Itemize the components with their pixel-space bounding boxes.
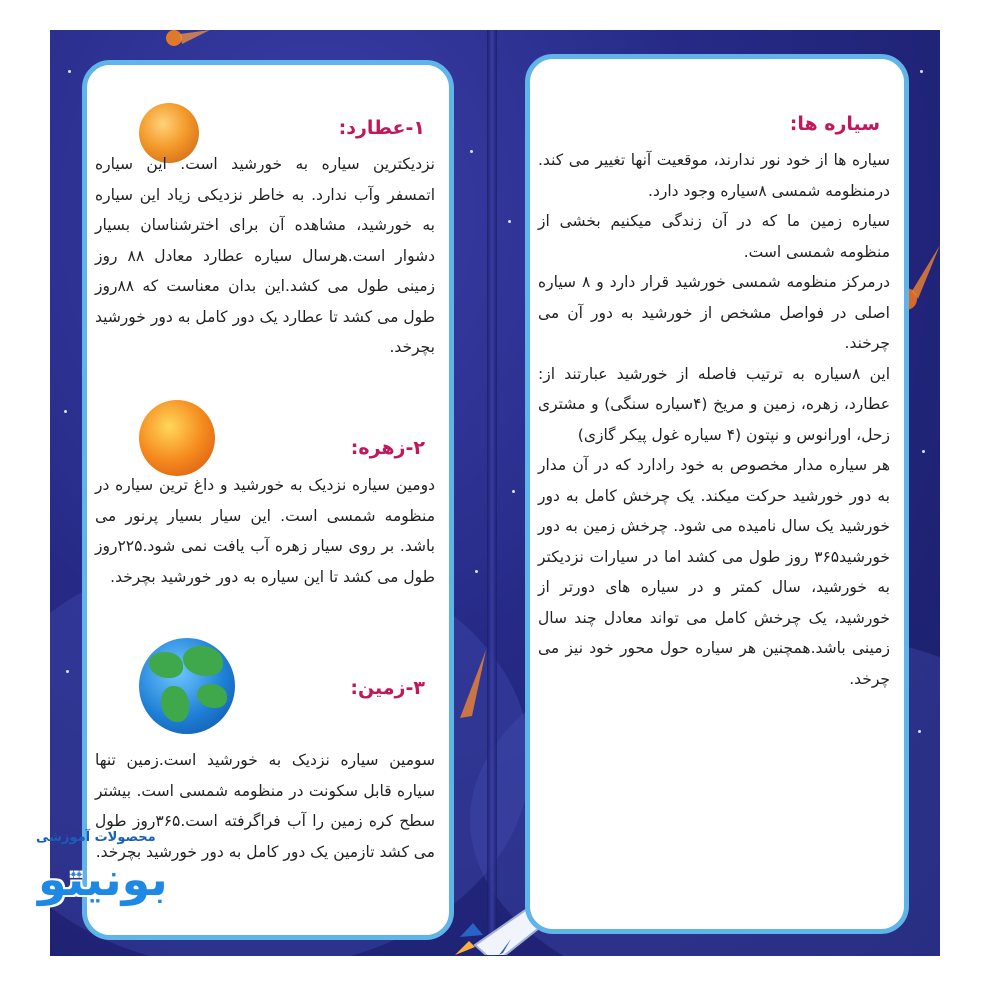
venus-heading: ۲-زهره: [350,437,425,459]
star [920,70,923,73]
continent [149,652,183,678]
venus-planet-icon [139,400,215,476]
mercury-heading: ۱-عطارد: [338,117,425,139]
planets-heading: سیاره ها: [789,113,880,135]
star [66,670,69,673]
left-panel [82,60,454,940]
earth-planet-icon [139,638,235,734]
star [64,410,67,413]
star [512,490,515,493]
star [922,450,925,453]
continent [183,646,223,676]
planets-text-block [538,145,890,694]
planets-paragraph: سیاره زمین ما که در آن زندگی میکنیم بخشی از منظومه شمسی است. [538,212,890,261]
star [475,570,478,573]
continent [197,684,227,708]
page-fold [487,30,497,956]
star [470,150,473,153]
star [918,730,921,733]
star [508,220,511,223]
planets-paragraph: درمرکز منظومه شمسی خورشید قرار دارد و ۸ سیاره اصلی در فواصل مشخص از خورشید به دور آن می چرخند. [538,273,890,352]
star [68,70,71,73]
venus-paragraph: دومین سیاره نزدیک به خورشید و داغ ترین سیاره در منظومه شمسی است. این سیار بسیار پرنور می باشد. بر روی سیار زهره آب یافت نمی شود.۲۲۵روز طول می کشد تا این سیاره به دور خورشید بچرخد. [95,476,435,586]
watermark-logo: بونیتو [38,852,168,906]
right-panel [525,54,909,934]
continent [161,686,189,722]
planets-paragraph: این ۸سیاره به ترتیب فاصله از خورشید عبارتند از: عطارد، زهره، زمین و مریخ (۴سیاره سنگی) و مشتری زحل، اورانوس و نپتون (۴ سیاره غول پیکر گازی) [538,364,890,444]
earth-heading: ۳-زمین: [350,677,425,699]
watermark-subtitle: محصولات آموزشی [36,830,156,845]
earth-paragraph: سومین سیاره نزدیک به خورشید است.زمین تنها سیاره قابل سکونت در منظومه شمسی است. بیشتر سطح کره زمین را آب فراگرفته است.۳۶۵روز طول می کشد تازمین یک دور کامل به دور خورشید بچرخد. [95,751,435,861]
planets-paragraph: هر سیاره مدار مخصوص به خود رادارد که در آن مدار به دور خورشید حرکت میکند. یک چرخش کامل به دور خورشید یک سال نامیده می شود. چرخش زمین به دور خورشید۳۶۵ روز طول می کشد اما در سیارات نزدیکتر به خورشید، سال کمتر و در سیاره های دورتر از خورشید، یک چرخش کامل می تواند معادل چند سال زمینی باشد.همچنین هر سیاره حول محور خود نیز می چرخد. [538,456,890,688]
booklet-background [50,30,940,956]
planets-paragraph: سیاره ها از خود نور ندارند، موقعیت آنها تغییر می کند. درمنظومه شمسی ۸سیاره وجود دارد. [538,151,890,200]
meteor-icon [160,30,210,54]
meteor-icon [450,650,490,720]
mercury-paragraph: نزدیکترین سیاره به خورشید است. این سیاره اتمسفر وآب ندارد. به خاطر نزدیکی زیاد این سیاره به خورشید، مشاهده آن برای اخترشناسان بسیار دشوار است.هرسال سیاره عطارد معادل ۸۸ روز زمینی طول می کشد.این بدان معناست که ۸۸روز طول می کشد تا عطارد یک دور کامل به دور خورشید بچرخد. [95,155,435,356]
